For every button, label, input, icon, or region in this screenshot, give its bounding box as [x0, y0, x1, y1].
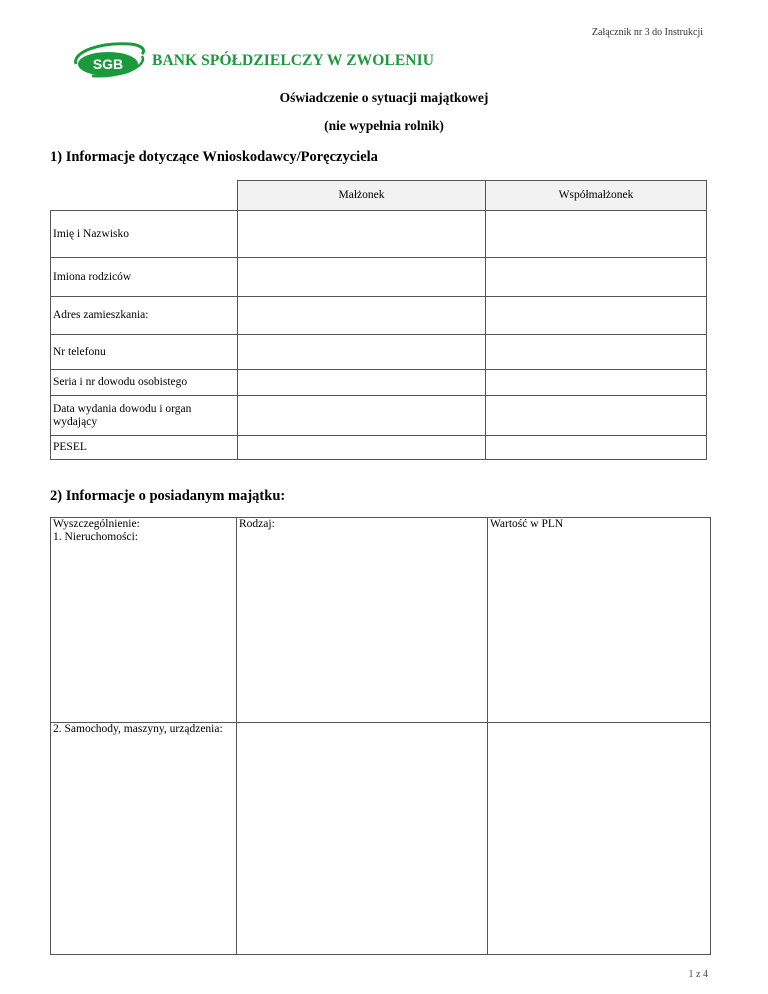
input-cell-vehicles-value[interactable]: [488, 723, 711, 955]
assets-row-vehicles-label: [51, 723, 237, 955]
row-label-parents: Imiona rodziców: [51, 258, 238, 297]
table-row: [51, 518, 711, 723]
section1-heading: 1) Informacje dotyczące Wnioskodawcy/Poręczyciela: [50, 149, 378, 165]
input-cell-co-spouse-pesel[interactable]: [486, 436, 707, 460]
input-cell-co-spouse-parents[interactable]: [486, 258, 707, 297]
column-header-spouse: Małżonek: [238, 181, 486, 211]
row-label-id-issue: Data wydania dowodu i organ wydający: [51, 396, 238, 436]
item-label-vehicles: 2. Samochody, maszyny, urządzenia:: [53, 723, 223, 735]
document-subtitle: (nie wypełnia rolnik): [324, 118, 444, 133]
column-header-type: Rodzaj:: [239, 518, 275, 530]
document-title: Oświadczenie o sytuacji majątkowej: [279, 90, 489, 105]
input-cell-spouse-name[interactable]: [238, 211, 486, 258]
table-row: [51, 396, 707, 436]
page-number: 1 z 4: [688, 969, 708, 980]
item-label-real-estate: 1. Nieruchomości:: [53, 531, 138, 543]
table-row: [51, 436, 707, 460]
bank-name: BANK SPÓŁDZIELCZY W ZWOLENIU: [152, 52, 435, 69]
input-cell-real-estate-value[interactable]: [488, 518, 711, 723]
input-cell-co-spouse-address[interactable]: [486, 297, 707, 335]
header-blank-cell: [51, 181, 238, 211]
row-label-name: Imię i Nazwisko: [51, 211, 238, 258]
assets-row-real-estate-label: [51, 518, 237, 723]
column-header-co-spouse: Współmałżonek: [486, 181, 707, 211]
input-cell-spouse-parents[interactable]: [238, 258, 486, 297]
input-cell-spouse-pesel[interactable]: [238, 436, 486, 460]
row-label-pesel: PESEL: [51, 436, 238, 460]
table-row: [51, 258, 707, 297]
input-cell-real-estate-type[interactable]: [237, 518, 488, 723]
row-label-phone: Nr telefonu: [51, 335, 238, 370]
table-header-row: [51, 181, 707, 211]
input-cell-vehicles-type[interactable]: [237, 723, 488, 955]
assets-table: [50, 517, 711, 955]
table-row: [51, 370, 707, 396]
input-cell-spouse-phone[interactable]: [238, 335, 486, 370]
input-cell-co-spouse-id-issue[interactable]: [486, 396, 707, 436]
input-cell-co-spouse-id-number[interactable]: [486, 370, 707, 396]
table-row: [51, 723, 711, 955]
input-cell-spouse-address[interactable]: [238, 297, 486, 335]
attachment-note: Załącznik nr 3 do Instrukcji: [591, 27, 703, 38]
section2-heading: 2) Informacje o posiadanym majątku:: [50, 488, 286, 504]
input-cell-co-spouse-name[interactable]: [486, 211, 707, 258]
column-header-value-pln: Wartość w PLN: [490, 518, 564, 530]
table-row: [51, 335, 707, 370]
table-row: [51, 211, 707, 258]
table-row: [51, 297, 707, 335]
applicant-info-table: [50, 180, 707, 460]
column-header-specification: Wyszczególnienie:: [53, 518, 140, 530]
input-cell-spouse-id-number[interactable]: [238, 370, 486, 396]
logo-text: SGB: [92, 56, 124, 72]
input-cell-spouse-id-issue[interactable]: [238, 396, 486, 436]
row-label-address: Adres zamieszkania:: [51, 297, 238, 335]
sgb-logo: [70, 40, 148, 80]
row-label-id-number: Seria i nr dowodu osobistego: [51, 370, 238, 396]
input-cell-co-spouse-phone[interactable]: [486, 335, 707, 370]
